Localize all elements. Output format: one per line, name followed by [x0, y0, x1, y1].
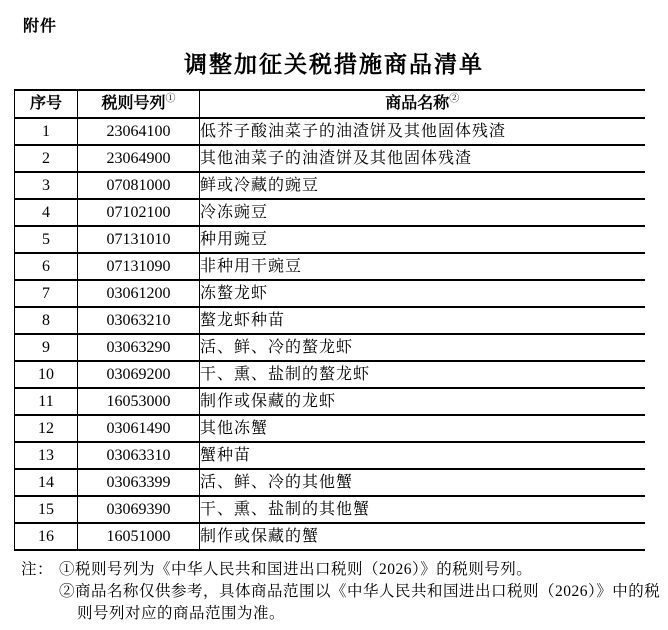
cell-serial: 11 — [15, 388, 78, 415]
footnote-2: ②商品名称仅供参考，具体商品范围以《中华人民共和国进出口税则（2026）》中的税则号列对应的商品范围为准。 — [59, 583, 661, 622]
cell-tariff-code: 03063399 — [78, 469, 200, 496]
cell-tariff-code: 07081000 — [78, 172, 200, 199]
cell-serial: 10 — [15, 361, 78, 388]
cell-serial: 7 — [15, 280, 78, 307]
table-row — [15, 523, 645, 550]
cell-product-name: 非种用干豌豆 — [200, 253, 645, 280]
table-row — [15, 496, 645, 523]
cell-serial: 15 — [15, 496, 78, 523]
cell-product-name: 制作或保藏的蟹 — [200, 523, 645, 550]
cell-serial: 3 — [15, 172, 78, 199]
cell-product-name: 冻螯龙虾 — [200, 280, 645, 307]
header-tariff-code — [78, 90, 200, 118]
cell-tariff-code: 03063210 — [78, 307, 200, 334]
cell-tariff-code: 03061490 — [78, 415, 200, 442]
footnote-ref-1-icon: ① — [165, 93, 176, 105]
footnote-ref-2-icon: ② — [449, 93, 460, 105]
table-row — [15, 118, 645, 145]
cell-product-name: 螯龙虾种苗 — [200, 307, 645, 334]
cell-tariff-code: 03061200 — [78, 280, 200, 307]
header-serial-number: 序号 — [15, 90, 78, 118]
cell-tariff-code: 07102100 — [78, 199, 200, 226]
cell-product-name: 活、鲜、冷的其他蟹 — [200, 469, 645, 496]
cell-product-name: 干、熏、盐制的螯龙虾 — [200, 361, 645, 388]
cell-serial: 2 — [15, 145, 78, 172]
table-row — [15, 415, 645, 442]
table-row — [15, 334, 645, 361]
cell-serial: 9 — [15, 334, 78, 361]
cell-tariff-code: 16053000 — [78, 388, 200, 415]
cell-serial: 8 — [15, 307, 78, 334]
cell-tariff-code: 03063310 — [78, 442, 200, 469]
cell-product-name: 干、熏、盐制的其他蟹 — [200, 496, 645, 523]
footnote-1: ①税则号列为《中华人民共和国进出口税则（2026）》的税则号列。 — [59, 561, 533, 578]
cell-serial: 16 — [15, 523, 78, 550]
cell-serial: 13 — [15, 442, 78, 469]
footnotes-label: 注： — [21, 561, 54, 578]
table-row — [15, 280, 645, 307]
cell-product-name: 蟹种苗 — [200, 442, 645, 469]
cell-tariff-code: 03069390 — [78, 496, 200, 523]
cell-product-name: 鲜或冷藏的豌豆 — [200, 172, 645, 199]
table-header-row — [15, 90, 645, 118]
table-row — [15, 253, 645, 280]
page-title: 调整加征关税措施商品清单 — [184, 51, 484, 77]
footnote-items — [59, 559, 667, 625]
footnotes — [21, 559, 667, 625]
cell-product-name: 低芥子酸油菜子的油渣饼及其他固体残渣 — [200, 118, 645, 145]
cell-serial: 12 — [15, 415, 78, 442]
header-product-name-label: 商品名称 — [385, 95, 450, 112]
cell-product-name: 制作或保藏的龙虾 — [200, 388, 645, 415]
table-row — [15, 307, 645, 334]
cell-tariff-code: 23064900 — [78, 145, 200, 172]
cell-tariff-code: 07131010 — [78, 226, 200, 253]
table-row — [15, 172, 645, 199]
cell-product-name: 活、鲜、冷的螯龙虾 — [200, 334, 645, 361]
cell-product-name: 冷冻豌豆 — [200, 199, 645, 226]
cell-tariff-code: 07131090 — [78, 253, 200, 280]
cell-product-name: 种用豌豆 — [200, 226, 645, 253]
commodity-table — [14, 89, 645, 551]
table-row — [15, 145, 645, 172]
cell-serial: 5 — [15, 226, 78, 253]
cell-tariff-code: 03063290 — [78, 334, 200, 361]
table-row — [15, 388, 645, 415]
cell-product-name: 其他冻蟹 — [200, 415, 645, 442]
table-row — [15, 442, 645, 469]
cell-tariff-code: 23064100 — [78, 118, 200, 145]
cell-serial: 14 — [15, 469, 78, 496]
table-row — [15, 199, 645, 226]
header-product-name — [200, 90, 645, 118]
attachment-label: 附件 — [23, 18, 58, 35]
table-row — [15, 469, 645, 496]
table-row — [15, 361, 645, 388]
cell-serial: 1 — [15, 118, 78, 145]
cell-tariff-code: 16051000 — [78, 523, 200, 550]
cell-serial: 6 — [15, 253, 78, 280]
cell-tariff-code: 03069200 — [78, 361, 200, 388]
table-row — [15, 226, 645, 253]
cell-product-name: 其他油菜子的油渣饼及其他固体残渣 — [200, 145, 645, 172]
cell-serial: 4 — [15, 199, 78, 226]
header-tariff-code-label: 税则号列 — [101, 95, 166, 112]
